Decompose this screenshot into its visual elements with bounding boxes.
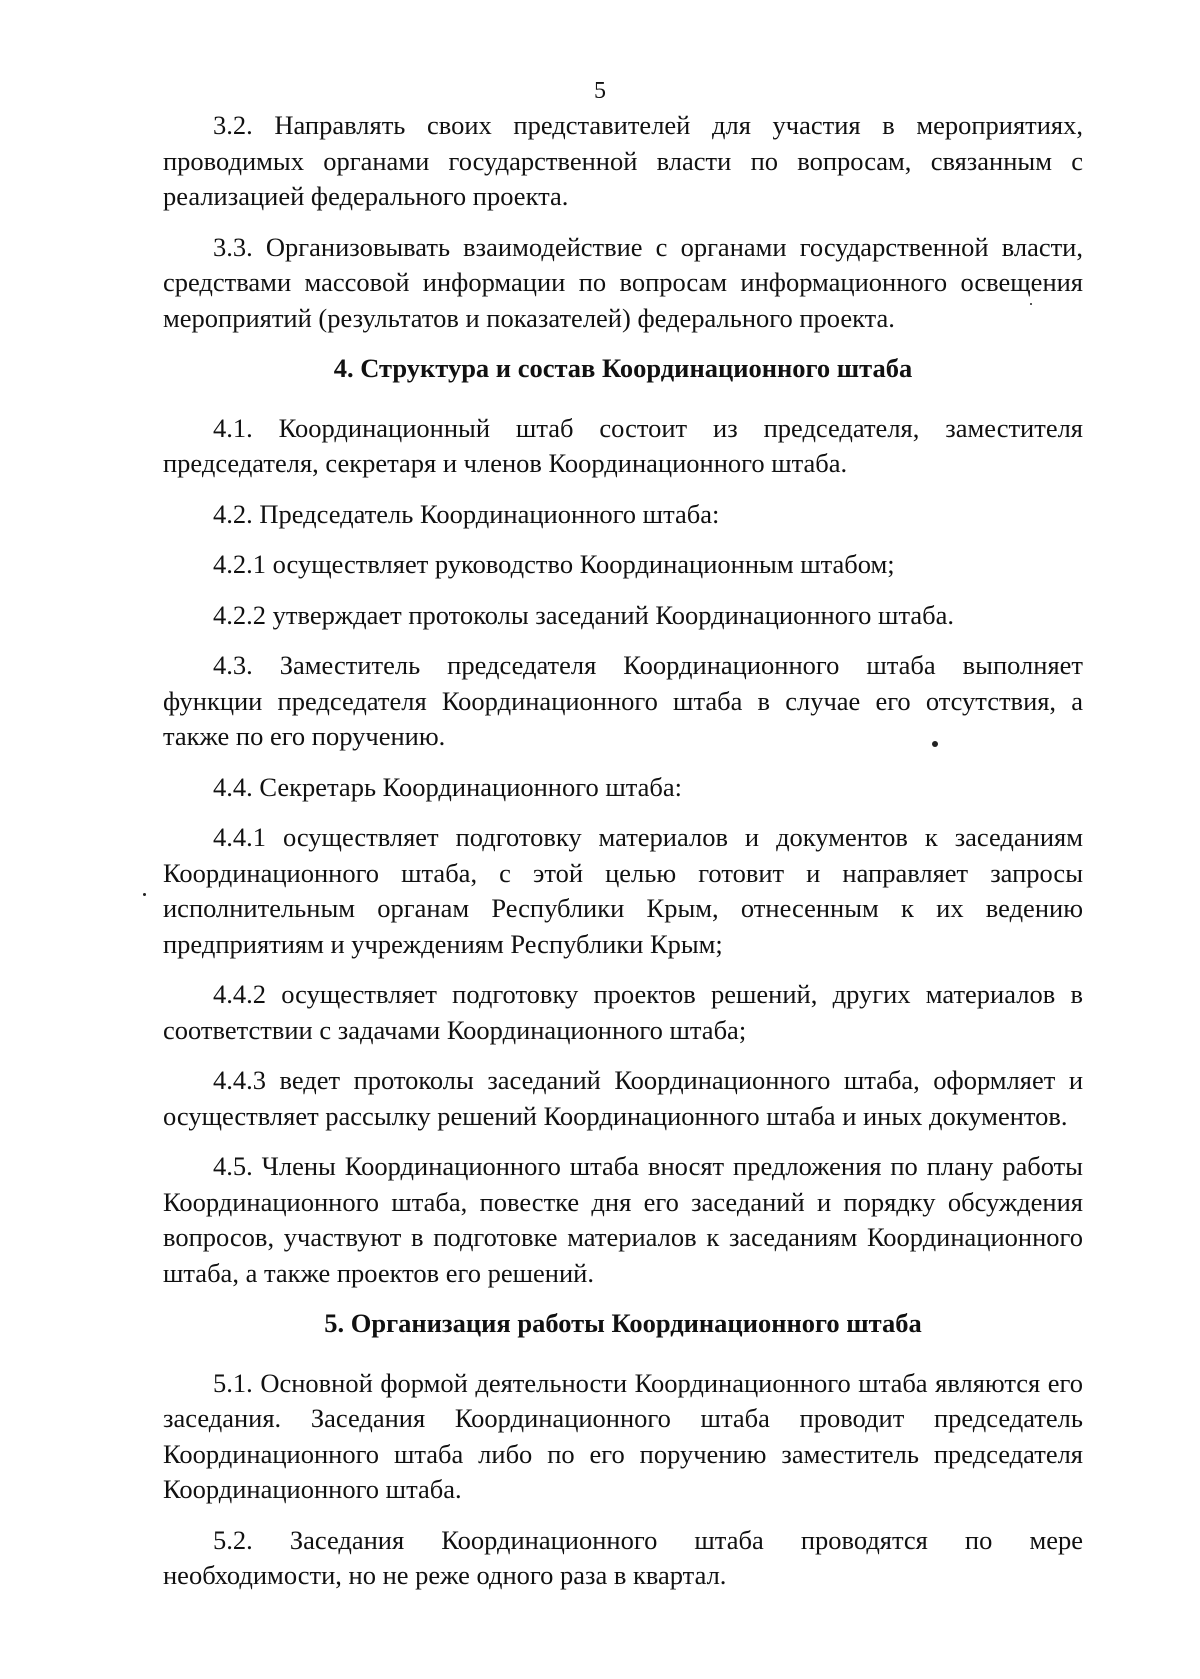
paragraph-5-2: 5.2. Заседания Координационного штаба проводятся по мере необходимости, но не реже одного раза в квартал. [163,1524,1083,1590]
paragraph-5-1: 5.1. Основной формой деятельности Координационного штаба являются его заседания. Заседания Координационного штаба проводит председатель Координационного штаба либо по его поручению заместитель председателя Координационного штаба. [163,1367,1083,1504]
document-body [163,108,1083,1609]
paragraph-3-2: 3.2. Направлять своих представителей для участия в мероприятиях, проводимых органами государственной власти по вопросам, связанным с реализацией федерального проекта. [163,110,1083,211]
paragraph-4-2: 4.2. Председатель Координационного штаба: [213,498,720,529]
paragraph-4-4-1: 4.4.1 осуществляет подготовку материалов и документов к заседаниям Координационного штаба, с этой целью готовит и направляет запросы исполнительным органам Республики Крым, отнесенным к их ведению предприятиям и учреждениям Республики Крым; [163,822,1083,959]
paragraph-4-5: 4.5. Члены Координационного штаба вносят предложения по плану работы Координационного штаба, повестке дня его заседаний и порядку обсуждения вопросов, участвуют в подготовке материалов к заседаниям Координационного штаба, а также проектов его решений. [163,1151,1083,1288]
page-number: 5 [594,78,606,104]
paragraph-4-4-2: 4.4.2 осуществляет подготовку проектов решений, других материалов в соответствии с задачами Координационного штаба; [163,979,1083,1045]
scan-speck [1030,303,1032,305]
paragraph-4-1: 4.1. Координационный штаб состоит из председателя, заместителя председателя, секретаря и членов Координационного штаба. [163,412,1083,478]
paragraph-4-2-2: 4.2.2 утверждает протоколы заседаний Координационного штаба. [213,599,955,630]
paragraph-4-3: 4.3. Заместитель председателя Координационного штаба выполняет функции председателя Координационного штаба в случае его отсутствия, а также по его поручению. [163,650,1083,751]
scan-speck [932,741,938,747]
paragraph-4-2-1: 4.2.1 осуществляет руководство Координационным штабом; [213,549,895,579]
paragraph-3-3: 3.3. Организовывать взаимодействие с органами государственной власти, средствами массовой информации по вопросам информационного освещения мероприятий (результатов и показателей) федерального проекта. [163,231,1083,333]
paragraph-4-4-3: 4.4.3 ведет протоколы заседаний Координационного штаба, оформляет и осуществляет рассылку решений Координационного штаба и иных документов. [163,1065,1083,1131]
scan-speck [143,893,146,896]
paragraph-4-4: 4.4. Секретарь Координационного штаба: [213,771,683,802]
section-heading-4: 4. Структура и состав Координационного штаба [333,353,913,383]
section-heading-5: 5. Организация работы Координационного штаба [324,1308,922,1338]
